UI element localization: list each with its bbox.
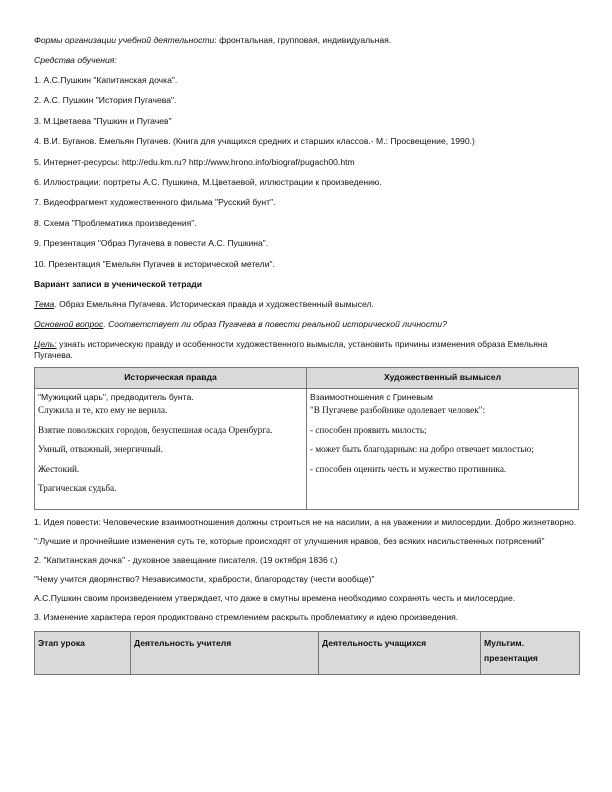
forms-line (34, 35, 579, 46)
means-item: 7. Видеофрагмент художественного фильма "Русский бунт". (34, 197, 276, 208)
means-item: 10. Презентация "Емельян Пугачев в исторической метели". (34, 258, 275, 269)
history-item: Служила и те, кто ему не верила. (38, 405, 168, 416)
means-item: 2. А.С. Пушкин "История Пугачева". (34, 95, 177, 106)
goal-label: Цель: (34, 338, 57, 349)
fiction-item: - способен проявить милость; (310, 424, 427, 435)
means-item: 1. А.С.Пушкин "Капитанская дочка". (34, 75, 178, 85)
fiction-item: - способен оценить честь и мужество противника. (310, 463, 507, 474)
theme-line (34, 299, 579, 310)
comparison-header-history: Историческая правда (35, 367, 307, 388)
question-text: . Соответствует ли образ Пугачева в повести реальной исторической личности? (103, 318, 447, 329)
forms-value: : фронтальная, групповая, индивидуальная. (214, 35, 392, 45)
lesson-stages-table (34, 631, 580, 675)
fiction-cell (307, 388, 579, 509)
means-label: Средства обучения: (34, 55, 117, 65)
means-item: 6. Иллюстрации: портреты А.С. Пушкина, М.Цветаевой, иллюстрации к произведению. (34, 176, 382, 187)
comparison-header-row (35, 367, 579, 388)
conclusion-paragraph: 2. "Капитанская дочка" - духовное завещание писателя. (19 октября 1836 г.) (34, 554, 338, 565)
forms-label: Формы организации учебной деятельности (34, 35, 215, 45)
history-item: "Мужицкий царь", предводитель бунта. (38, 391, 194, 402)
fiction-item: - может быть благодарным: на добро отвечает милостью; (310, 444, 534, 455)
conclusion-paragraph: ":Лучшие и прочнейшие изменения суть те, которые происходят от улучшения нравов, без всяких насильственных потрясений" (34, 535, 545, 546)
stage-header: Этап урока (35, 631, 131, 674)
question-label: Основной вопрос (34, 318, 104, 329)
fiction-item: "В Пугачеве разбойнике одолевает человек": (310, 405, 485, 416)
notebook-heading: Вариант записи в ученической тетради (34, 278, 203, 289)
comparison-row (35, 388, 579, 509)
history-item: Жестокий. (38, 463, 80, 474)
student-activity-header: Деятельность учащихся (319, 631, 481, 674)
goal-line (34, 339, 579, 361)
history-item: Взятие поволжских городов, безуспешная осада Оренбурга. (38, 424, 273, 435)
conclusions (34, 517, 579, 623)
stages-header-row (35, 631, 580, 674)
means-item: 3. М.Цветаева "Пушкин и Пугачев" (34, 115, 172, 126)
history-item: Умный, отважный, энергичный. (38, 444, 163, 455)
comparison-table (34, 367, 579, 510)
conclusion-paragraph: А.С.Пушкин своим произведением утверждает, что даже в смутны времена необходимо сохранять честь и милосердие. (34, 592, 516, 603)
history-cell (35, 388, 307, 509)
means-item: 4. В.И. Буганов. Емельян Пугачев. (Книга для учащихся средних и старших классов.- М.: Просвещение, 1990.) (34, 136, 475, 147)
history-item: Трагическая судьба. (38, 483, 117, 494)
teacher-activity-header: Деятельность учителя (131, 631, 319, 674)
means-item: 8. Схема "Проблематика произведения". (34, 217, 197, 228)
goal-text: узнать историческую правду и особенности художественного вымысла, установить причины изменения образа Емельяна Пугачева. (34, 338, 548, 360)
conclusion-paragraph: 1. Идея повести: Человеческие взаимоотношения должны строиться не на насилии, а на уважении и милосердии. Добро жизнетворно. (34, 516, 577, 527)
fiction-item: Взаимоотношения с Гриневым (310, 391, 433, 402)
theme-label: Тема (34, 298, 55, 309)
theme-text: . Образ Емельяна Пугачева. Историческая правда и художественный вымысел. (54, 298, 374, 309)
means-item: 5. Интернет-ресурсы: http://edu.km.ru? http://www.hrono.info/biograf/pugach00.htm (34, 156, 355, 167)
presentation-header: Мультим. презентация (481, 631, 580, 674)
question-line (34, 319, 579, 330)
conclusion-paragraph: "Чему учится дворянство? Независимости, храбрости, благородству (чести вообще)" (34, 573, 375, 584)
comparison-header-fiction: Художественный вымысел (307, 367, 579, 388)
means-list (34, 75, 579, 270)
means-item: 9. Презентация "Образ Пугачева в повести А.С. Пушкина". (34, 238, 269, 249)
document-body (34, 35, 579, 675)
conclusion-paragraph: 3. Изменение характера героя продиктовано стремлением раскрыть проблематику и идею произведения. (34, 611, 459, 622)
